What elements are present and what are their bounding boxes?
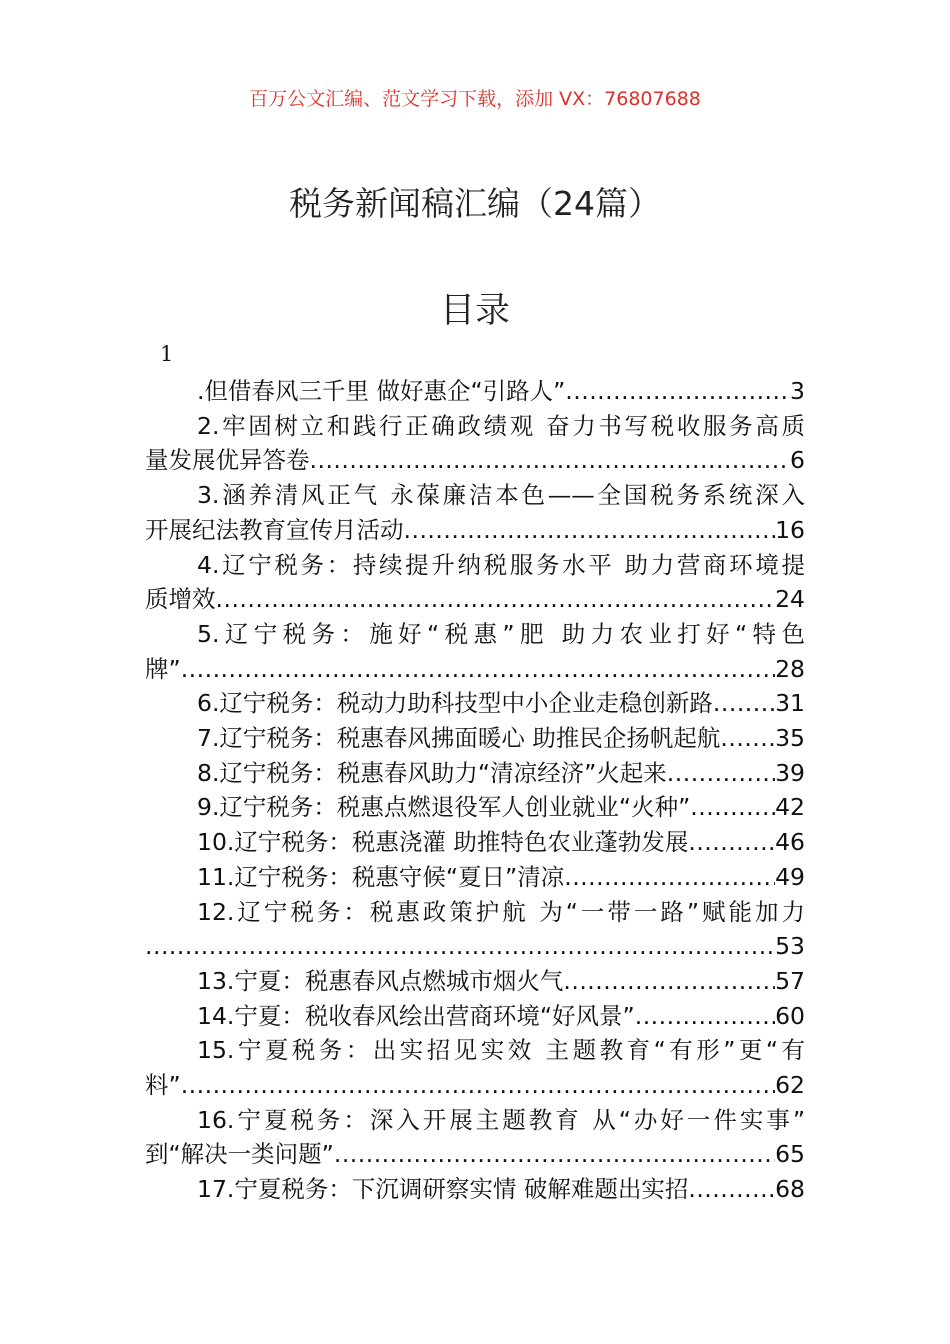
table-of-contents	[145, 374, 805, 1207]
toc-entry-last-line	[145, 374, 805, 409]
dot-leader	[310, 443, 791, 478]
toc-entry[interactable]	[145, 374, 805, 409]
dot-leader	[145, 929, 775, 964]
toc-entry[interactable]	[145, 1103, 805, 1172]
dot-leader	[564, 860, 775, 895]
toc-entry[interactable]	[145, 617, 805, 686]
toc-entry-last-line	[145, 1137, 805, 1172]
toc-entry-last-line	[145, 825, 805, 860]
toc-entry-last-line	[145, 790, 805, 825]
toc-entry-title: 到“解决一类问题”	[145, 1140, 334, 1169]
toc-heading: 目录	[439, 291, 510, 331]
toc-page-number: 24	[775, 585, 805, 614]
dot-leader	[688, 1172, 775, 1207]
toc-entry[interactable]	[145, 548, 805, 617]
toc-entry[interactable]	[145, 860, 805, 895]
dot-leader	[635, 999, 775, 1034]
toc-entry-line: 15.宁夏税务：出实招见实效 主题教育“有形”更“有	[197, 1036, 805, 1065]
toc-entry[interactable]	[145, 964, 805, 999]
dot-leader	[334, 1137, 775, 1172]
toc-entry[interactable]	[145, 790, 805, 825]
toc-page-number: 35	[775, 724, 805, 753]
toc-entry-last-line	[145, 1172, 805, 1207]
toc-entry-title: 牌”	[145, 654, 181, 683]
toc-entry-last-line	[145, 686, 805, 721]
toc-entry-last-line	[145, 513, 805, 548]
toc-page-number: 65	[775, 1140, 805, 1169]
toc-entry-line: 4.辽宁税务：持续提升纳税服务水平 助力营商环境提	[197, 550, 805, 579]
dot-leader	[667, 756, 775, 791]
toc-entry-title: 7.辽宁税务：税惠春风拂面暖心 助推民企扬帆起航	[197, 724, 721, 753]
toc-entry[interactable]	[145, 895, 805, 964]
toc-entry-last-line	[145, 756, 805, 791]
toc-page-number: 68	[775, 1175, 805, 1204]
toc-page-number: 53	[775, 932, 805, 961]
toc-page-number: 42	[775, 793, 805, 822]
toc-entry[interactable]	[145, 999, 805, 1034]
toc-entry-title: 17.宁夏税务：下沉调研察实情 破解难题出实招	[197, 1175, 689, 1204]
dot-leader	[181, 652, 775, 687]
toc-entry-line: 16.宁夏税务：深入开展主题教育 从“办好一件实事”	[197, 1105, 805, 1134]
toc-entry-title: .但借春风三千里 做好惠企“引路人”	[197, 377, 566, 405]
dot-leader	[216, 582, 776, 617]
toc-entry[interactable]	[145, 1033, 805, 1102]
toc-entry-title: 10.辽宁税务：税惠浇灌 助推特色农业蓬勃发展	[197, 828, 689, 857]
toc-first-number: 1	[160, 342, 174, 366]
toc-entry-title: 料”	[145, 1071, 181, 1100]
dot-leader	[404, 513, 776, 548]
toc-entry-last-line	[145, 929, 805, 964]
toc-entry-last-line	[145, 964, 805, 999]
toc-page-number: 62	[775, 1071, 805, 1100]
toc-entry[interactable]	[145, 686, 805, 721]
toc-page-number: 46	[775, 828, 805, 857]
dot-leader	[688, 825, 775, 860]
toc-entry-title: 8.辽宁税务：税惠春风助力“清凉经济”火起来	[197, 758, 667, 787]
toc-page-number: 6	[790, 446, 805, 475]
dot-leader	[690, 790, 775, 825]
toc-page-number: 57	[775, 966, 805, 995]
toc-entry-title: 量发展优异答卷	[145, 446, 310, 475]
toc-page-number: 60	[775, 1001, 805, 1030]
toc-entry[interactable]	[145, 478, 805, 547]
toc-entry-title: 9.辽宁税务：税惠点燃退役军人创业就业“火种”	[197, 793, 691, 822]
toc-entry[interactable]	[145, 756, 805, 791]
watermark-banner: 百万公文汇编、范文学习下载，添加 VX：76807688	[249, 88, 701, 110]
toc-entry[interactable]	[145, 1172, 805, 1207]
toc-entry-last-line	[145, 652, 805, 687]
toc-entry-last-line	[145, 999, 805, 1034]
dot-leader	[563, 964, 775, 999]
toc-entry[interactable]	[145, 721, 805, 756]
toc-page-number: 39	[775, 758, 805, 787]
toc-entry-title: 14.宁夏：税收春风绘出营商环境“好风景”	[197, 1001, 635, 1030]
toc-page-number: 3	[790, 377, 805, 405]
toc-entry-line: 12.辽宁税务：税惠政策护航 为“一带一路”赋能加力	[197, 897, 805, 926]
toc-page-number: 16	[775, 515, 805, 544]
dot-leader	[720, 721, 775, 756]
dot-leader	[713, 686, 775, 721]
document-title: 税务新闻稿汇编（24篇）	[289, 184, 661, 223]
toc-entry-last-line	[145, 443, 805, 478]
toc-page-number: 49	[775, 862, 805, 891]
toc-page-number: 28	[775, 654, 805, 683]
toc-entry-last-line	[145, 721, 805, 756]
toc-entry[interactable]	[145, 409, 805, 478]
toc-entry-last-line	[145, 1068, 805, 1103]
toc-entry-line: 3.涵养清风正气 永葆廉洁本色——全国税务系统深入	[197, 481, 805, 510]
dot-leader	[565, 374, 790, 409]
toc-entry-line: 5.辽宁税务：施好“税惠”肥 助力农业打好“特色	[197, 619, 805, 648]
toc-entry[interactable]	[145, 825, 805, 860]
dot-leader	[181, 1068, 775, 1103]
toc-page-number: 31	[775, 689, 805, 718]
toc-entry-title: 13.宁夏：税惠春风点燃城市烟火气	[197, 966, 564, 995]
toc-entry-last-line	[145, 582, 805, 617]
toc-entry-title: 开展纪法教育宣传月活动	[145, 515, 404, 544]
toc-entry-title: 6.辽宁税务：税动力助科技型中小企业走稳创新路	[197, 689, 713, 718]
toc-entry-line: 2.牢固树立和践行正确政绩观 奋力书写税收服务高质	[197, 411, 805, 440]
toc-entry-title: 11.辽宁税务：税惠守候“夏日”清凉	[197, 862, 565, 891]
toc-entry-last-line	[145, 860, 805, 895]
toc-entry-title: 质增效	[145, 585, 216, 614]
